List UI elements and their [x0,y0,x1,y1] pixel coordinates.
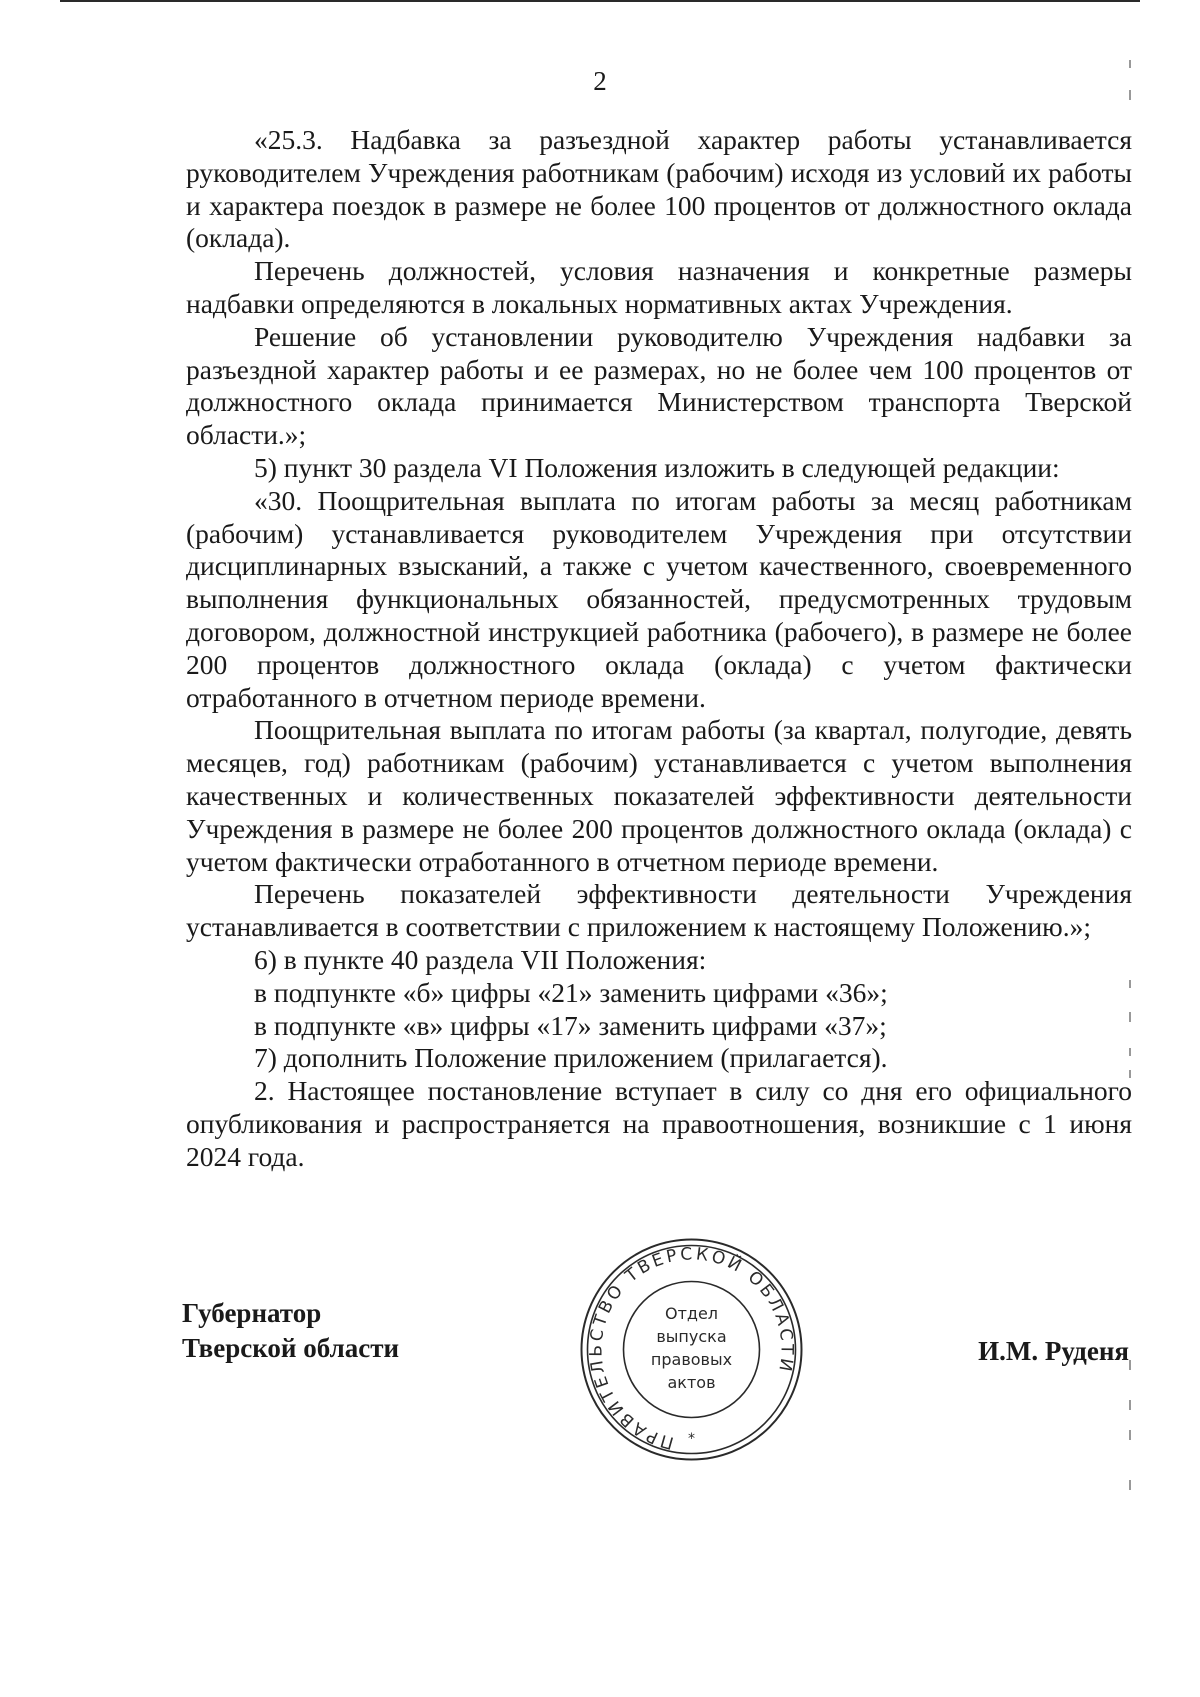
paragraph: Перечень должностей, условия назначения и конкретные размеры надбавки определяются в локальных нормативных актах Учреждения. [186,255,1132,319]
signatory-position [182,1296,399,1366]
top-edge-rule [60,0,1140,2]
paragraph: «30. Поощрительная выплата по итогам работы за месяц работникам (рабочим) устанавливается руководителем Учреждения при отсутствии дисциплинарных взысканий, а также с учетом качественного, своевременного выполнения функциональных обязанностей, предусмотренных трудовым договором, должностной инструкцией работника (рабочего), в размере не более 200 процентов должностного оклада (оклада) с учетом фактически отработанного в отчетном периоде времени. [186,484,1132,713]
paragraph: «25.3. Надбавка за разъездной характер работы устанавливается руководителем Учреждения работникам (рабочим) исходя из условий их работы и характера поездок в размере не более 100 процентов от должностного оклада (оклада). [186,124,1132,254]
signatory-position-line: Губернатор [182,1298,322,1328]
paragraph: в подпункте «б» цифры «21» заменить цифрами «36»; [254,976,888,1008]
official-stamp [579,1237,804,1462]
stamp-center-line: актов [667,1373,716,1392]
paragraph: 2. Настоящее постановление вступает в силу со дня его официального опубликования и распространяется на правоотношения, возникшие с 1 июня 2024 года. [186,1075,1132,1172]
stamp-ring-text: ПРАВИТЕЛЬСТВО ТВЕРСКОЙ ОБЛАСТИ [586,1244,797,1453]
paragraph: Поощрительная выплата по итогам работы (за квартал, полугодие, девять месяцев, год) работникам (рабочим) устанавливается с учетом выполнения качественных и количественных показателей эффективности деятельности Учреждения в размере не более 200 процентов должностного оклада (оклада) с учетом фактически отработанного в отчетном периоде времени. [186,714,1132,877]
stamp-center-line: выпуска [656,1327,727,1346]
stamp-star: * [688,1431,695,1447]
paragraph: 5) пункт 30 раздела VI Положения изложить в следующей редакции: [254,451,1060,483]
page-number: 2 [593,66,607,96]
signatory-position-line: Тверской области [182,1333,400,1363]
paragraph: Перечень показателей эффективности деятельности Учреждения устанавливается в соответствии с приложением к настоящему Положению.»; [186,878,1132,943]
stamp-center-line: Отдел [664,1304,719,1323]
document-body [186,124,1132,1174]
paragraph: 6) в пункте 40 раздела VII Положения: [254,943,707,975]
paragraph: в подпункте «в» цифры «17» заменить цифрами «37»; [254,1009,887,1041]
paragraph: 7) дополнить Положение приложением (прилагается). [254,1042,888,1074]
scan-edge-marks [1120,60,1140,1510]
signatory-name: И.М. Руденя [978,1336,1129,1366]
stamp-center-line: правовых [650,1350,733,1369]
paragraph: Решение об установлении руководителю Учреждения надбавки за разъездной характер работы и ее размерах, но не более чем 100 процентов от должностного оклада принимается Министерством транспорта Тверской области.»; [186,320,1132,451]
